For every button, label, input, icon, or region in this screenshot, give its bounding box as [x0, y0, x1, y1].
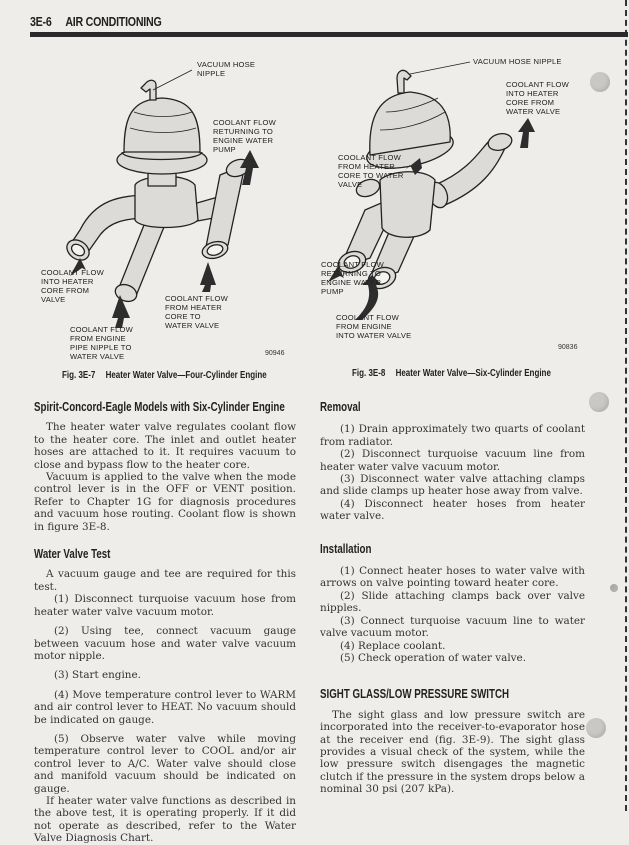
section-title: AIR CONDITIONING	[65, 14, 162, 29]
label-coolant-into-heater: COOLANT FLOW INTO HEATER CORE FROM VALVE	[41, 268, 105, 304]
test-step: (5) Observe water valve while moving temperature control lever to COOL and/or air control lever to A/C. Water valve should close and manifold vacuum should be indicated on gauge.	[34, 732, 296, 795]
label-vacuum-hose-nipple: VACUUM HOSE NIPPLE	[473, 57, 562, 66]
test-step: (1) Disconnect turquoise vacuum hose from heater water valve vacuum motor.	[34, 593, 296, 618]
label-coolant-into-heater: COOLANT FLOW INTO HEATER CORE FROM WATER VALVE	[506, 80, 570, 116]
removal-step: (3) Disconnect water valve attaching clamps and slide clamps up heater hose away from valve.	[320, 473, 585, 498]
left-column	[34, 401, 296, 845]
label-coolant-from-engine: COOLANT FLOW FROM ENGINE PIPE NIPPLE TO WATER VALVE	[70, 325, 134, 361]
label-vacuum-hose-nipple: VACUUM HOSE NIPPLE	[197, 60, 256, 78]
removal-step: (2) Disconnect turquoise vacuum line from heater water valve vacuum motor.	[320, 448, 585, 473]
binder-hole	[589, 392, 609, 412]
installation-step: (2) Slide attaching clamps back over valve nipples.	[320, 589, 585, 615]
binder-hole	[586, 718, 606, 738]
figure-code: 90946	[265, 350, 285, 357]
test-step: (3) Start engine.	[54, 669, 141, 682]
label-coolant-from-heater: COOLANT FLOW FROM HEATER CORE TO WATER VALVE	[338, 153, 404, 189]
test-step: (2) Using tee, connect vacuum gauge between vacuum hose and water valve vacuum motor nipple.	[34, 625, 296, 662]
section-number: 3E-6	[30, 14, 52, 29]
removal-step: (4) Disconnect heater hoses from heater water valve.	[320, 497, 585, 523]
heading-water-valve-test: Water Valve Test	[34, 547, 111, 562]
paragraph: A vacuum gauge and tee are required for this test.	[34, 568, 296, 593]
binder-hole-small	[610, 584, 618, 592]
paragraph: The heater water valve regulates coolant flow to the heater core. The inlet and outlet heater hoses are attached to it. It requires vacuum to close and bypass flow to the heater core.	[34, 421, 296, 471]
paragraph: Vacuum is applied to the valve when the mode control lever is in the OFF or VENT position. Refer to Chapter 1G for diagnosis procedures and vacuum hose routing. Coolant flow is shown in figure 3E-8.	[34, 471, 296, 533]
figure-caption	[62, 370, 267, 381]
right-column	[320, 401, 585, 796]
heading-installation: Installation	[320, 541, 372, 556]
installation-step: (3) Connect turquoise vacuum line to water valve vacuum motor.	[320, 614, 585, 640]
installation-step: (4) Replace coolant.	[340, 639, 446, 652]
heading-removal: Removal	[320, 400, 361, 414]
binder-hole	[590, 72, 610, 92]
page-edge-perforation	[625, 0, 627, 811]
label-coolant-from-engine: COOLANT FLOW FROM ENGINE INTO WATER VALVE	[336, 313, 412, 340]
figure-id: Fig. 3E-7	[62, 370, 96, 381]
installation-step: (5) Check operation of water valve.	[340, 651, 526, 664]
heading-sight-glass: SIGHT GLASS/LOW PRESSURE SWITCH	[320, 687, 510, 702]
test-step: (4) Move temperature control lever to WARM and air control lever to HEAT. No vacuum should be indicated on gauge.	[34, 688, 296, 726]
removal-step: (1) Drain approximately two quarts of coolant from radiator.	[320, 423, 585, 448]
figure-code: 90836	[558, 344, 578, 351]
figure-3e-7	[0, 0, 310, 390]
figure-caption-text: Heater Water Valve—Six-Cylinder Engine	[395, 368, 551, 379]
installation-step: (1) Connect heater hoses to water valve with arrows on valve pointing toward heater core.	[320, 565, 585, 590]
heading-spirit-concord-eagle: Spirit-Concord-Eagle Models with Six-Cylinder Engine	[34, 400, 285, 414]
label-coolant-from-heater: COOLANT FLOW FROM HEATER CORE TO WATER VALVE	[165, 294, 229, 330]
label-coolant-returning: COOLANT FLOW RETURNING TO ENGINE WATER PUMP	[321, 260, 385, 296]
label-coolant-returning: COOLANT FLOW RETURNING TO ENGINE WATER PUMP	[213, 118, 277, 154]
figure-3e-8	[310, 0, 585, 390]
figure-caption-text: Heater Water Valve—Four-Cylinder Engine	[105, 370, 267, 381]
paragraph: The sight glass and low pressure switch are incorporated into the receiver-to-evaporator hose at the receiver end (fig. 3E-9). The sight glass provides a visual check of the system, while the low pressure switch disengages the magnetic clutch if the pressure in the system drops below a nominal 30 psi (207 kPa).	[320, 708, 585, 796]
figure-caption	[352, 368, 551, 379]
figure-id: Fig. 3E-8	[352, 368, 386, 379]
paragraph: If heater water valve functions as described in the above test, it is operating properly. If it did not operate as described, refer to the Water Valve Diagnosis Chart.	[34, 794, 296, 845]
four-cylinder-valve-illustration	[0, 0, 310, 390]
